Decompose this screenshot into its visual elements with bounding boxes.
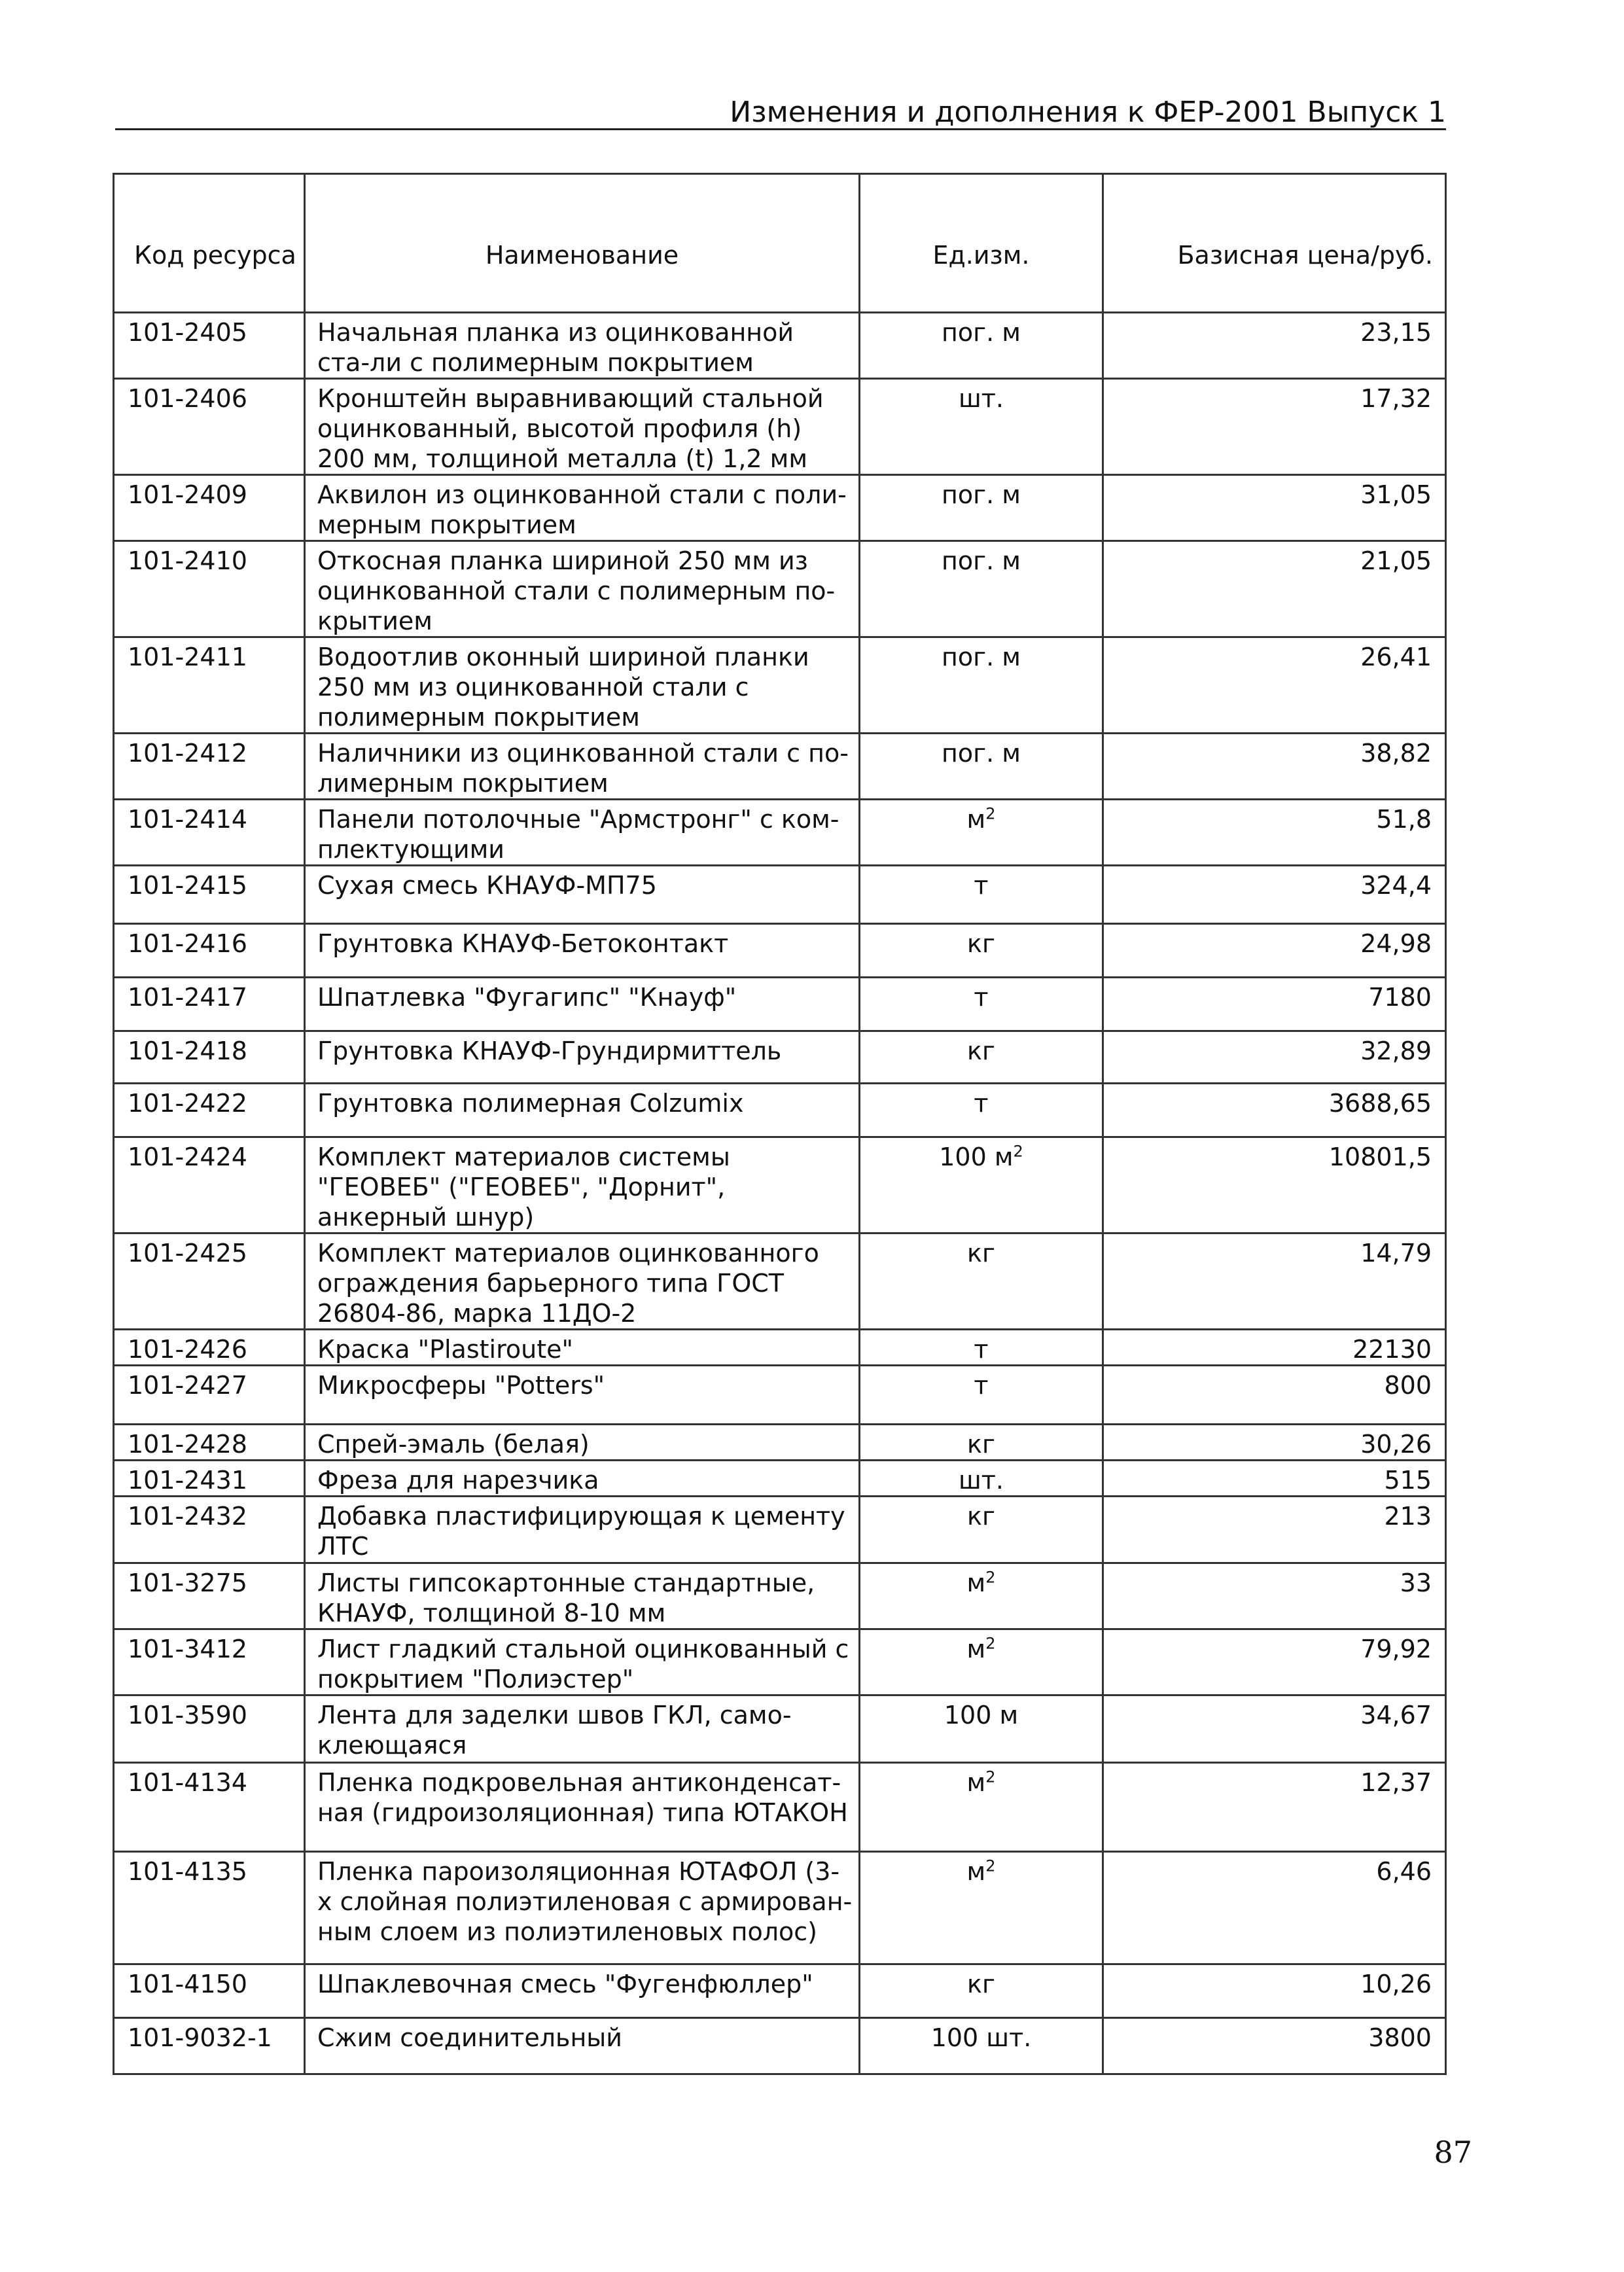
cell-name-text: Пленка подкровельная антиконденсат-ная (гидроизоляционная) типа ЮТАКОН [317,1768,848,1827]
cell-unit-wrap [860,1634,1102,1664]
cell-unit-text: пог. м [942,739,1021,768]
cell-unit [860,1366,1103,1425]
cell-unit-text: пог. м [942,480,1021,509]
table-row [114,1330,1446,1366]
table-row [114,1084,1446,1137]
cell-unit-wrap [860,1568,1102,1598]
cell-code [114,2018,305,2074]
cell-code-text: 101-2411 [128,643,247,671]
cell-unit [860,866,1103,924]
unit-power-superscript: 2 [985,1634,996,1653]
cell-code [114,1629,305,1695]
table-header-row [114,174,1446,313]
cell-unit [860,1084,1103,1137]
table-row [114,637,1446,734]
cell-code-text: 101-2427 [128,1371,247,1400]
cell-unit-text: кг [967,1502,995,1531]
cell-code-text: 101-9032-1 [128,2023,272,2052]
cell-code [114,734,305,800]
cell-unit-wrap [860,1856,1102,1887]
cell-unit-text: 100 шт. [930,2023,1032,2052]
cell-code-text: 101-2431 [128,1466,247,1495]
cell-price [1103,1031,1446,1084]
cell-code [114,1084,305,1137]
table-row [114,1461,1446,1497]
cell-unit [860,1425,1103,1461]
cell-code [114,924,305,978]
cell-name [305,2018,860,2074]
cell-price-text: 10,26 [1360,1970,1432,1998]
table-row [114,1563,1446,1629]
cell-unit-text: м [966,1569,986,1597]
cell-price-text: 24,98 [1360,929,1432,958]
cell-code-text: 101-4135 [128,1857,247,1886]
cell-unit [860,1629,1103,1695]
cell-price-text: 30,26 [1360,1430,1432,1459]
cell-price [1103,541,1446,637]
cell-unit-wrap [860,1767,1102,1798]
cell-name-text: Листы гипсокартонные стандартные, КНАУФ, толщиной 8-10 мм [317,1569,815,1627]
unit-power-superscript: 2 [985,1767,996,1786]
cell-price [1103,1563,1446,1629]
cell-unit [860,379,1103,475]
cell-name [305,1763,860,1852]
cell-unit-text: т [974,983,989,1012]
cell-price [1103,1763,1446,1852]
table-row [114,1137,1446,1234]
cell-price-text: 515 [1384,1466,1432,1495]
cell-name [305,1425,860,1461]
cell-unit [860,1852,1103,1964]
cell-name [305,1084,860,1137]
page-header-title: Изменения и дополнения к ФЕР-2001 Выпуск 1 [730,96,1446,129]
cell-code-text: 101-2414 [128,805,247,834]
cell-code-text: 101-2418 [128,1037,247,1065]
cell-name-text: Грунтовка КНАУФ-Грундирмиттель [317,1037,782,1065]
cell-price [1103,1497,1446,1563]
cell-name-text: Водоотлив оконный шириной планки 250 мм из оцинкованной стали с полимерным покрытием [317,643,809,732]
table-row [114,924,1446,978]
cell-name [305,541,860,637]
cell-price [1103,1234,1446,1330]
cell-price-text: 51,8 [1376,805,1432,834]
cell-name [305,866,860,924]
cell-code [114,866,305,924]
column-header-price: Базисная цена/руб. [1103,174,1446,313]
cell-code [114,1234,305,1330]
cell-code [114,1137,305,1234]
cell-price-text: 34,67 [1360,1701,1432,1730]
cell-name [305,1330,860,1366]
cell-code [114,1461,305,1497]
cell-unit-text: т [974,1335,989,1364]
cell-name [305,800,860,866]
cell-code-text: 101-2432 [128,1502,247,1531]
table-row [114,1629,1446,1695]
cell-name-text: Панели потолочные "Армстронг" с ком-плектующими [317,805,839,864]
cell-price [1103,2018,1446,2074]
table-row [114,379,1446,475]
table-row [114,734,1446,800]
cell-price-text: 213 [1384,1502,1432,1531]
cell-name [305,1695,860,1763]
cell-unit-text: т [974,1371,989,1400]
table-row [114,1852,1446,1964]
cell-code-text: 101-2406 [128,384,247,413]
cell-name [305,734,860,800]
cell-price [1103,800,1446,866]
cell-code-text: 101-2415 [128,871,247,900]
cell-unit [860,978,1103,1031]
cell-unit-text: м [966,1635,986,1663]
table-row [114,800,1446,866]
cell-unit-text: 100 м [939,1143,1014,1171]
cell-price-text: 38,82 [1360,739,1432,768]
cell-price [1103,379,1446,475]
cell-name [305,1964,860,2018]
cell-code-text: 101-2422 [128,1089,247,1118]
cell-price [1103,734,1446,800]
cell-price [1103,924,1446,978]
cell-code-text: 101-4150 [128,1970,247,1998]
cell-code-text: 101-2405 [128,318,247,347]
cell-unit [860,2018,1103,2074]
cell-code [114,1330,305,1366]
table-row [114,1031,1446,1084]
table-row [114,1964,1446,2018]
cell-price-text: 79,92 [1360,1635,1432,1663]
cell-price-text: 800 [1384,1371,1432,1400]
cell-unit [860,1763,1103,1852]
cell-name-text: Лист гладкий стальной оцинкованный с покрытием "Полиэстер" [317,1635,849,1694]
cell-name [305,1497,860,1563]
cell-code [114,978,305,1031]
table-row [114,978,1446,1031]
cell-name [305,1031,860,1084]
column-header-name: Наименование [305,174,860,313]
cell-code-text: 101-2417 [128,983,247,1012]
cell-unit [860,924,1103,978]
cell-code [114,1563,305,1629]
table-body [114,313,1446,2074]
cell-code [114,637,305,734]
cell-name-text: Грунтовка полимерная Colzumix [317,1089,744,1118]
cell-price [1103,1629,1446,1695]
cell-name-text: Грунтовка КНАУФ-Бетоконтакт [317,929,729,958]
cell-unit-text: кг [967,1970,995,1998]
cell-code [114,1964,305,2018]
table-row [114,1497,1446,1563]
cell-name-text: Шпатлевка "Фугагипс" "Кнауф" [317,983,737,1012]
column-header-code: Код ресурса [114,174,305,313]
cell-unit-text: 100 м [944,1701,1019,1730]
cell-unit [860,313,1103,379]
cell-code-text: 101-3412 [128,1635,247,1663]
cell-unit-text: пог. м [942,318,1021,347]
cell-price [1103,637,1446,734]
cell-unit-text: т [974,871,989,900]
unit-power-superscript: 2 [1013,1142,1023,1161]
cell-unit-text: пог. м [942,643,1021,671]
cell-price-text: 33 [1400,1569,1432,1597]
cell-unit [860,734,1103,800]
cell-price-text: 32,89 [1360,1037,1432,1065]
unit-power-superscript: 2 [985,1568,996,1587]
cell-code [114,1497,305,1563]
cell-name-text: Шпаклевочная смесь "Фугенфюллер" [317,1970,813,1998]
cell-unit-text: т [974,1089,989,1118]
cell-name-text: Спрей-эмаль (белая) [317,1430,590,1459]
cell-code-text: 101-2409 [128,480,247,509]
cell-unit [860,1031,1103,1084]
cell-price [1103,866,1446,924]
table-row [114,541,1446,637]
table-row [114,1366,1446,1425]
cell-code [114,1695,305,1763]
cell-unit-wrap [860,804,1102,834]
cell-name [305,924,860,978]
column-header-unit: Ед.изм. [860,174,1103,313]
cell-name [305,1461,860,1497]
cell-code-text: 101-3275 [128,1569,247,1597]
unit-power-superscript: 2 [985,804,996,823]
cell-name-text: Комплект материалов оцинкованного ограждения барьерного типа ГОСТ 26804-86, марка 11ДО-2 [317,1239,819,1328]
cell-name [305,637,860,734]
cell-unit [860,541,1103,637]
cell-price-text: 31,05 [1360,480,1432,509]
cell-price [1103,313,1446,379]
cell-price [1103,1137,1446,1234]
cell-price [1103,1461,1446,1497]
cell-unit-text: кг [967,929,995,958]
cell-price-text: 22130 [1352,1335,1432,1364]
cell-unit-text: м [966,805,986,834]
cell-name [305,1234,860,1330]
cell-name-text: Сжим соединительный [317,2023,622,2052]
cell-unit-text: кг [967,1239,995,1268]
cell-name-text: Комплект материалов системы "ГЕОВЕБ" ("ГЕОВЕБ", "Дорнит", анкерный шнур) [317,1143,730,1232]
cell-code [114,1852,305,1964]
table-row [114,1234,1446,1330]
cell-name-text: Начальная планка из оцинкованной ста-ли с полимерным покрытием [317,318,794,377]
table-row [114,1763,1446,1852]
cell-name [305,1852,860,1964]
cell-price-text: 26,41 [1360,643,1432,671]
cell-unit-text: пог. м [942,546,1021,575]
cell-unit-wrap [860,1142,1102,1172]
cell-unit-text: шт. [959,1466,1004,1495]
cell-code [114,475,305,541]
table-row [114,313,1446,379]
cell-code-text: 101-2426 [128,1335,247,1364]
cell-unit [860,1964,1103,2018]
cell-code [114,1425,305,1461]
cell-unit [860,1330,1103,1366]
cell-unit [860,1461,1103,1497]
cell-name-text: Кронштейн выравнивающий стальной оцинкованный, высотой профиля (h) 200 мм, толщиной металла (t) 1,2 мм [317,384,824,473]
cell-name [305,313,860,379]
cell-name [305,1563,860,1629]
cell-name-text: Пленка пароизоляционная ЮТАФОЛ (3-х слойная полиэтиленовая с армирован-ным слоем из полиэтиленовых полос) [317,1857,853,1946]
cell-name-text: Добавка пластифицирующая к цементу ЛТС [317,1502,845,1561]
cell-name [305,978,860,1031]
table-row [114,475,1446,541]
cell-price-text: 17,32 [1360,384,1432,413]
cell-code-text: 101-2410 [128,546,247,575]
cell-unit-text: кг [967,1037,995,1065]
cell-name-text: Лента для заделки швов ГКЛ, само-клеющаяся [317,1701,792,1760]
cell-code-text: 101-4134 [128,1768,247,1797]
cell-name-text: Краска "Plastiroute" [317,1335,573,1364]
table-row [114,2018,1446,2074]
cell-price-text: 10801,5 [1328,1143,1432,1171]
table-row [114,866,1446,924]
cell-code [114,800,305,866]
cell-unit [860,475,1103,541]
cell-price [1103,1695,1446,1763]
cell-code [114,1031,305,1084]
cell-name [305,1366,860,1425]
cell-code [114,1366,305,1425]
cell-name [305,1137,860,1234]
cell-code-text: 101-2412 [128,739,247,768]
cell-code [114,1763,305,1852]
cell-price [1103,1964,1446,2018]
cell-unit [860,1563,1103,1629]
cell-unit [860,1695,1103,1763]
cell-name [305,475,860,541]
cell-unit [860,800,1103,866]
table-row [114,1695,1446,1763]
cell-name-text: Микросферы "Potters" [317,1371,605,1400]
cell-price-text: 12,37 [1360,1768,1432,1797]
cell-unit [860,1137,1103,1234]
cell-code [114,313,305,379]
cell-name-text: Откосная планка шириной 250 мм из оцинкованной стали с полимерным по-крытием [317,546,836,635]
cell-price [1103,1366,1446,1425]
cell-unit [860,1234,1103,1330]
cell-code-text: 101-2424 [128,1143,247,1171]
cell-price-text: 3800 [1368,2023,1432,2052]
cell-price-text: 6,46 [1376,1857,1432,1886]
cell-price-text: 14,79 [1360,1239,1432,1268]
cell-code-text: 101-2416 [128,929,247,958]
resource-price-table [113,173,1447,2075]
cell-price [1103,475,1446,541]
cell-price [1103,1330,1446,1366]
cell-name-text: Сухая смесь КНАУФ-МП75 [317,871,657,900]
cell-price [1103,1852,1446,1964]
cell-name [305,379,860,475]
cell-unit [860,1497,1103,1563]
cell-price-text: 3688,65 [1328,1089,1432,1118]
cell-unit-text: м [966,1857,986,1886]
cell-name [305,1629,860,1695]
cell-name-text: Аквилон из оцинкованной стали с поли-мерным покрытием [317,480,847,539]
cell-price [1103,1425,1446,1461]
cell-code-text: 101-2425 [128,1239,247,1268]
cell-price-text: 7180 [1368,983,1432,1012]
cell-code-text: 101-2428 [128,1430,247,1459]
cell-name-text: Фреза для нарезчика [317,1466,599,1495]
cell-code-text: 101-3590 [128,1701,247,1730]
cell-unit [860,637,1103,734]
cell-price-text: 324,4 [1360,871,1432,900]
cell-price [1103,1084,1446,1137]
unit-power-superscript: 2 [985,1856,996,1875]
cell-code [114,541,305,637]
cell-unit-text: м [966,1768,986,1797]
table-row [114,1425,1446,1461]
cell-unit-text: шт. [959,384,1004,413]
cell-price-text: 23,15 [1360,318,1432,347]
page-number: 87 [1434,2135,1472,2170]
cell-price [1103,978,1446,1031]
cell-price-text: 21,05 [1360,546,1432,575]
cell-name-text: Наличники из оцинкованной стали с по-лимерным покрытием [317,739,849,798]
cell-code [114,379,305,475]
cell-unit-text: кг [967,1430,995,1459]
